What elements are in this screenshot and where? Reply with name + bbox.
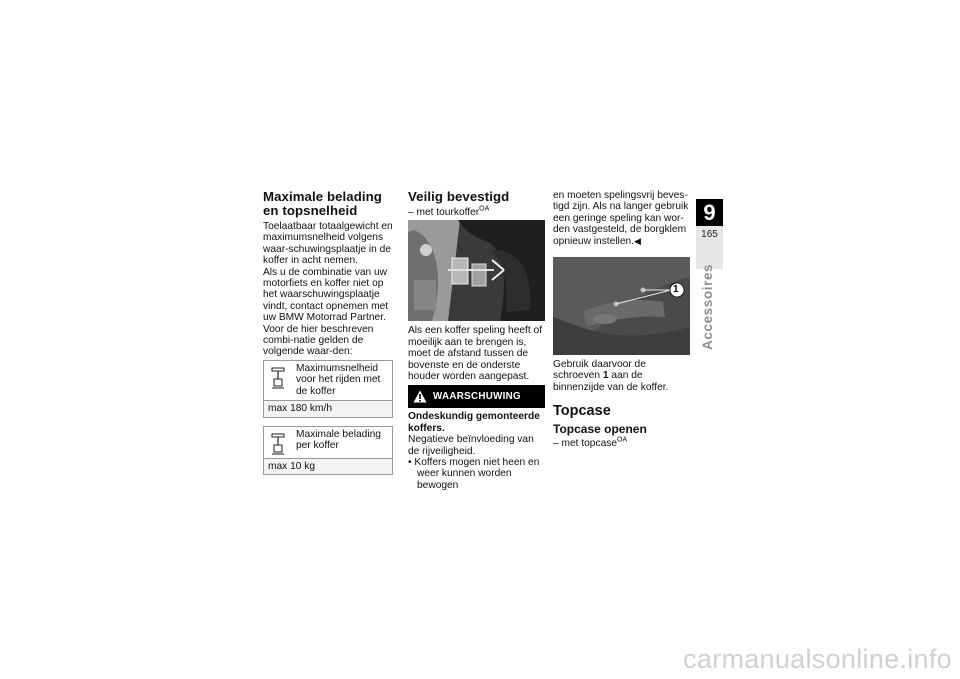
- warning-label: WAARSCHUWING: [433, 391, 521, 403]
- para-intro: Toelaatbaar totaalgewicht en maximumsnelheid volgens waar-schuwingsplaatje in de koffer in acht nemen.: [263, 221, 393, 267]
- photo-case-holder: [408, 220, 545, 321]
- chapter-number: 9: [696, 199, 723, 226]
- section-side-label: Accessoires: [700, 263, 715, 350]
- callout-1: 1: [673, 284, 679, 296]
- warning-bullet-text: Koffers mogen niet heen en weer kunnen worden bewogen: [414, 457, 540, 491]
- warning-triangle-icon: [413, 390, 427, 403]
- spec-row-load: [264, 427, 392, 459]
- column-left: [263, 190, 393, 475]
- heading-topcase: Topcase: [553, 403, 611, 420]
- warning-banner: [408, 385, 545, 408]
- warning-bullet: • Koffers mogen niet heen en weer kunnen worden bewogen: [408, 457, 540, 491]
- warning-title: Ondeskundig gemonteerde koffers.: [408, 411, 540, 434]
- option-text: met topcase: [561, 438, 617, 450]
- case-screws-illustration: [553, 257, 690, 355]
- luggage-weight-icon: [270, 367, 286, 389]
- column-middle: [408, 190, 545, 491]
- para-caption: [553, 359, 691, 393]
- continued-text: en moeten spelingsvrij beves-tigd zijn. Als na langer gebruik een geringe speling kan wor-den vastgesteld, de borgklem opnieuw instellen.: [553, 190, 689, 247]
- heading-topcase-open: Topcase openen: [553, 422, 647, 437]
- heading-max-load: Maximale belading en topsnelheid: [263, 189, 382, 218]
- chapter-tab: [696, 199, 723, 269]
- option-tourcase: [408, 207, 545, 218]
- page-number: 165: [701, 229, 718, 240]
- spec-table: [263, 360, 393, 475]
- spec-speed-value: max 180 km/h: [264, 401, 392, 416]
- para-partner: Als u de combinatie van uw motorfiets en koffer niet op het waarschuwingsplaatje vindt, contact opnemen met uw BMW Motorrad Partner.: [263, 266, 389, 324]
- end-mark-icon: ◀: [634, 235, 641, 246]
- warning-body: Negatieve beïnvloeding van de rijveiligheid.: [408, 434, 534, 457]
- column-right: [553, 190, 691, 450]
- case-holder-illustration: [408, 220, 545, 321]
- heading-secure: Veilig bevestigd: [408, 189, 510, 204]
- footer-watermark: carmanualsonline.info: [683, 644, 952, 674]
- spec-load-value: max 10 kg: [264, 459, 392, 474]
- option-text: met tourkoffer: [416, 207, 480, 218]
- caption-text-b: aan de binnenzijde van de koffer.: [553, 370, 669, 393]
- para-play: Als een koffer speling heeft of moeilijk aan te brengen is, moet de afstand tussen de bovenste en de onderste houder worden aangepast.: [408, 325, 543, 383]
- luggage-weight-icon: [270, 433, 286, 455]
- para-values: Voor de hier beschreven combi-natie gelden de volgende waar-den:: [263, 323, 374, 358]
- spec-load-label: Maximale belading per koffer: [296, 428, 381, 451]
- caption-callout: 1: [602, 370, 609, 382]
- option-sup: OA: [479, 205, 490, 213]
- spec-divider: [263, 417, 393, 427]
- option-sup: OA: [617, 436, 628, 444]
- caption-text-a: Gebruik daarvoor de schroeven: [553, 359, 646, 382]
- photo-case-screws: [553, 257, 690, 355]
- para-continued: [553, 190, 691, 247]
- spec-speed-label: Maximumsnelheid voor het rijden met de koffer: [296, 362, 381, 397]
- option-topcase: [553, 438, 691, 449]
- spec-row-speed: [264, 361, 392, 401]
